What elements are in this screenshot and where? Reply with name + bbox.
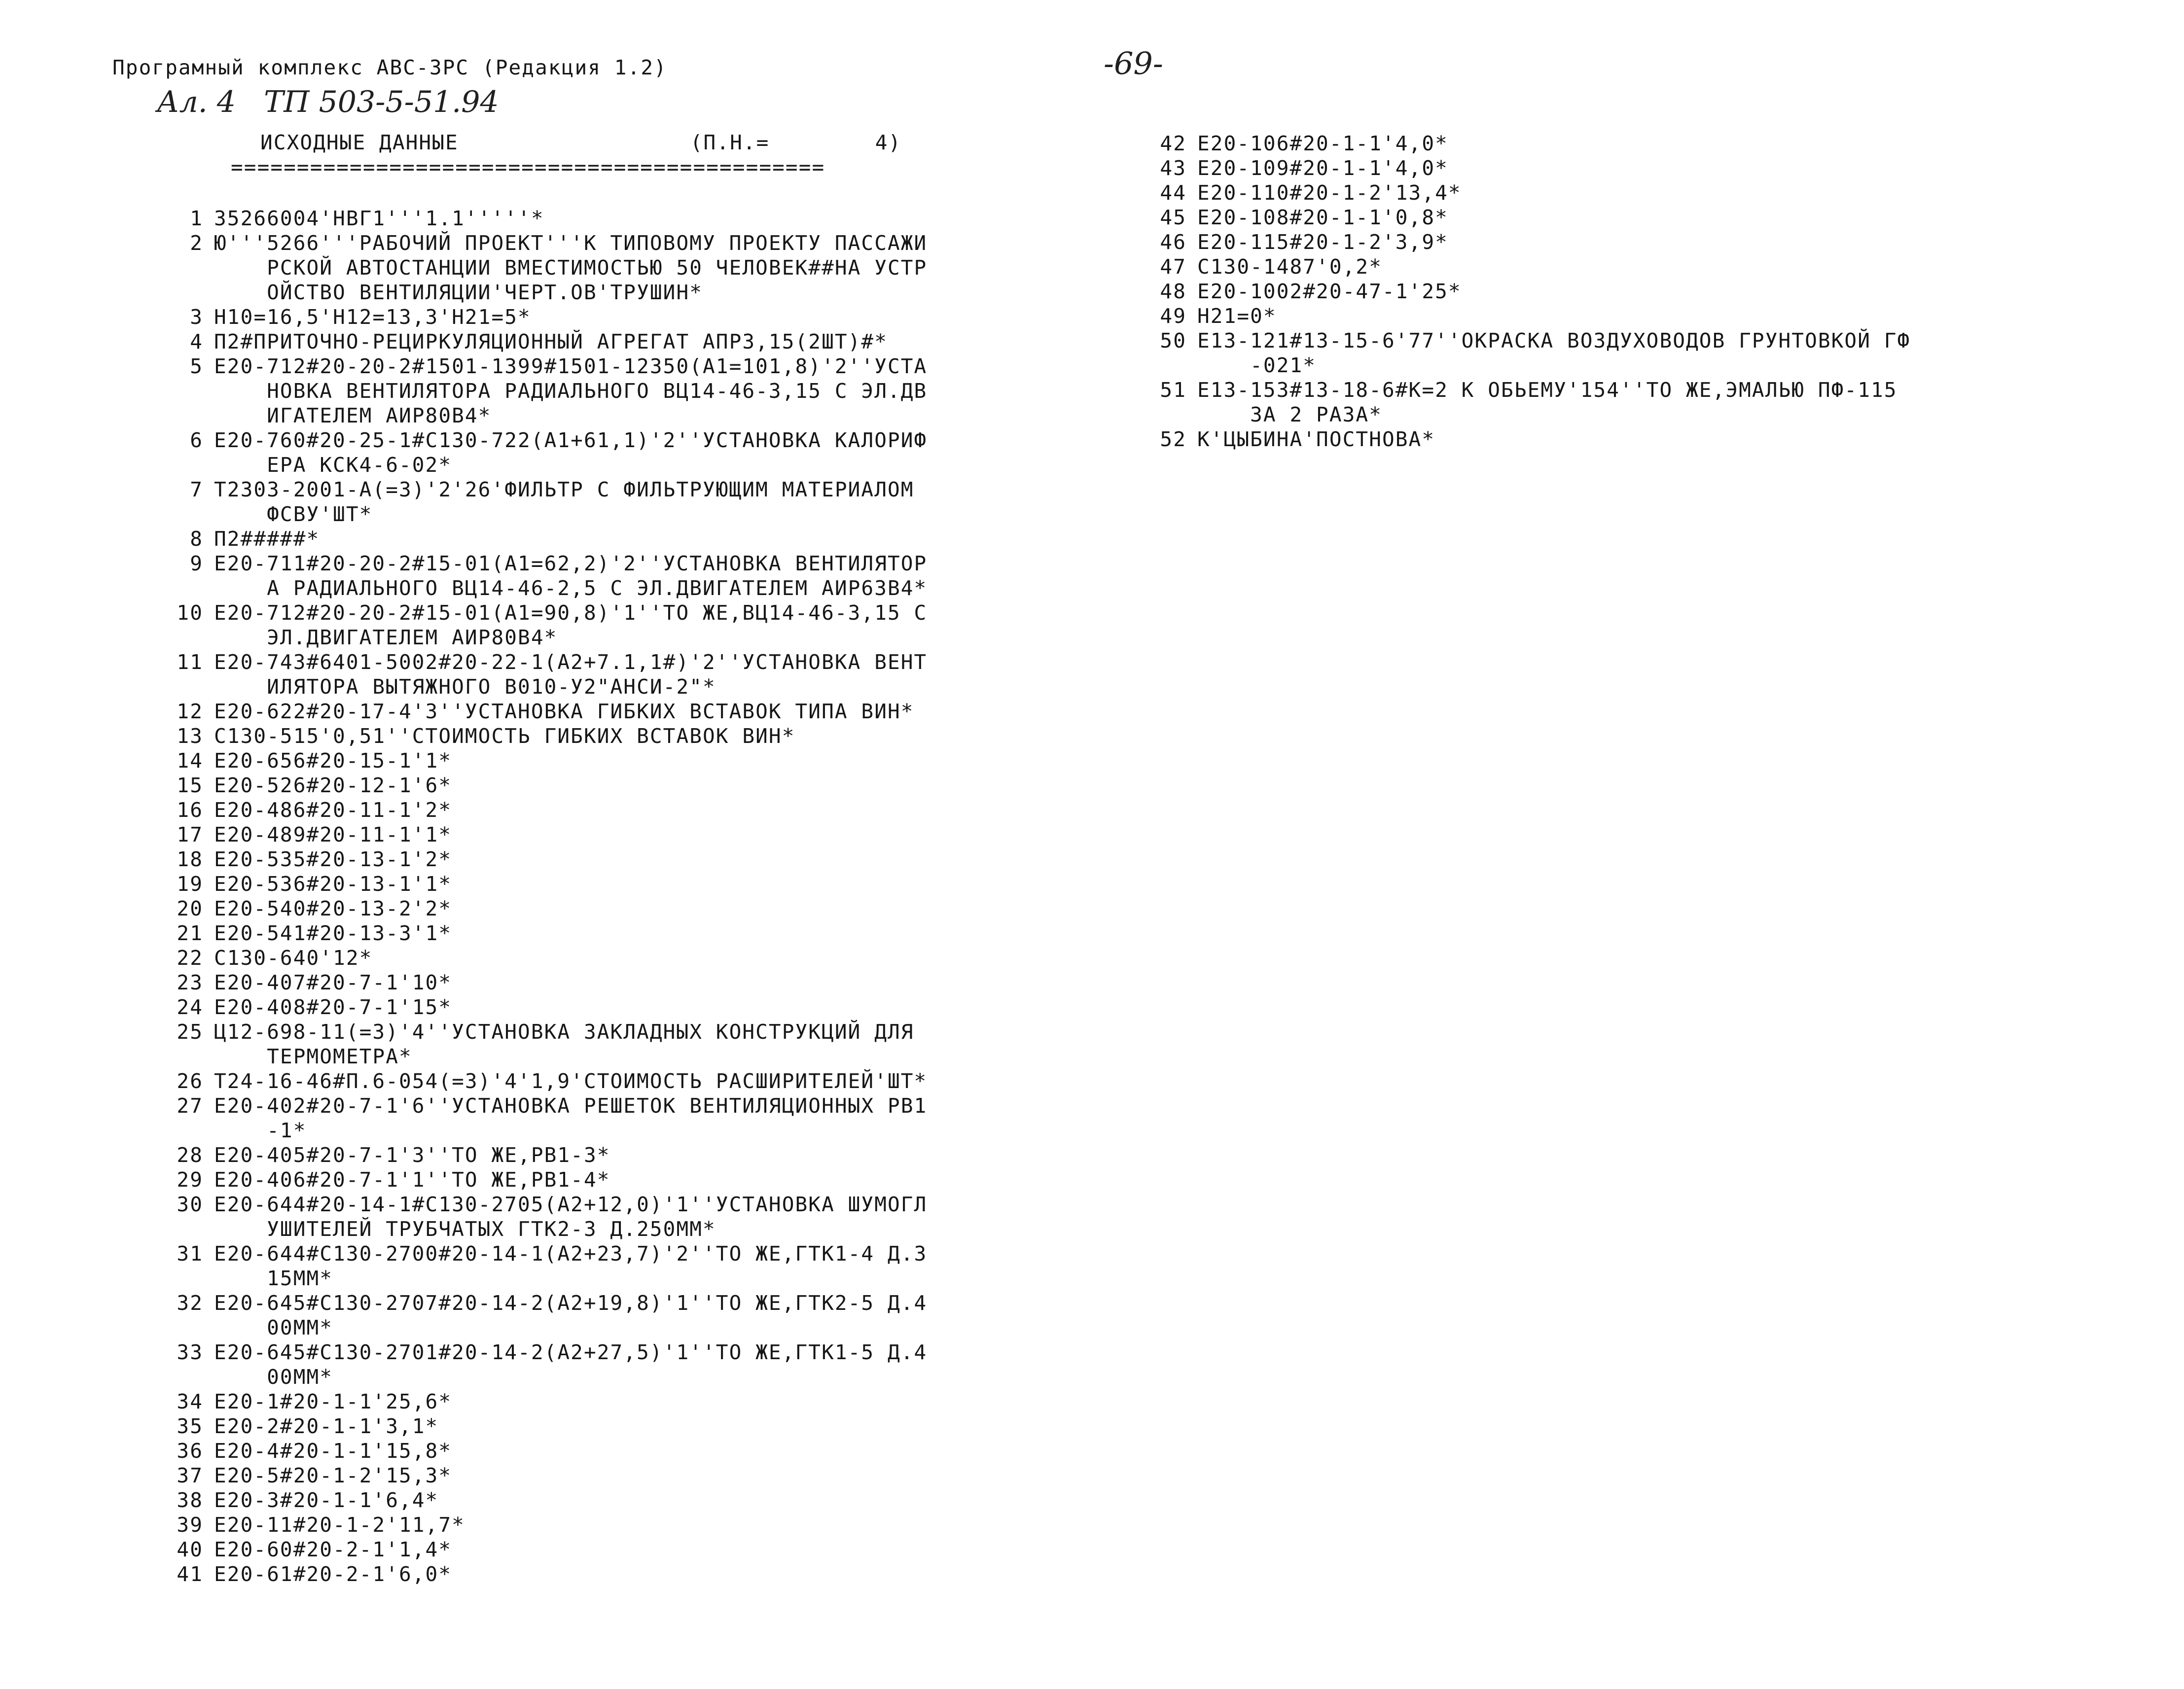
entry-row bbox=[1129, 279, 2006, 304]
document-title: ИСХОДНЫЕ ДАННЫЕ bbox=[260, 131, 459, 154]
entry-row bbox=[146, 1562, 1023, 1586]
entry-text: С130-515'0,51''СТОИМОСТЬ ГИБКИХ ВСТАВОК ВИН* bbox=[214, 724, 795, 748]
entry-text: Е20-405#20-7-1'3''ТО ЖЕ,РВ1-3* bbox=[214, 1143, 610, 1167]
entry-text: Е20-535#20-13-1'2* bbox=[214, 847, 452, 871]
entry-text: Е20-106#20-1-1'4,0* bbox=[1197, 132, 1448, 155]
entry-number: 34 bbox=[177, 1390, 203, 1413]
entry-text: Е20-526#20-12-1'6* bbox=[214, 774, 452, 797]
entry-number: 51 bbox=[1160, 378, 1186, 402]
entry-row bbox=[146, 1488, 1023, 1513]
entry-row bbox=[1129, 304, 2006, 328]
entry-number: 14 bbox=[177, 749, 203, 773]
entry-number: 28 bbox=[177, 1143, 203, 1167]
entry-row bbox=[146, 650, 1023, 699]
entry-row bbox=[146, 847, 1023, 872]
entry-text: П2#ПРИТОЧНО-РЕЦИРКУЛЯЦИОННЫЙ АГРЕГАТ АПР3,15(2ШТ)#* bbox=[214, 330, 888, 353]
entry-text: Е20-712#20-20-2#15-01(А1=90,8)'1''ТО ЖЕ,ВЦ14-46-3,15 С ЭЛ.ДВИГАТЕЛЕМ АИР80В4* bbox=[214, 601, 928, 649]
entry-number: 49 bbox=[1160, 304, 1186, 328]
page-number: -69- bbox=[1104, 45, 1163, 81]
entry-row bbox=[146, 1414, 1023, 1439]
entry-row bbox=[1129, 328, 2006, 378]
entry-number: 23 bbox=[177, 971, 203, 994]
entry-number: 3 bbox=[190, 305, 203, 329]
entry-text: С130-1487'0,2* bbox=[1197, 255, 1382, 279]
entries-left-column bbox=[146, 206, 1023, 1586]
entry-row bbox=[146, 822, 1023, 847]
entry-row bbox=[146, 946, 1023, 970]
entry-number: 24 bbox=[177, 995, 203, 1019]
entry-row bbox=[1129, 378, 2006, 427]
entry-row bbox=[146, 1340, 1023, 1389]
entry-text: Е20-1#20-1-1'25,6* bbox=[214, 1390, 452, 1413]
entry-number: 30 bbox=[177, 1193, 203, 1216]
entry-text: Е20-406#20-7-1'1''ТО ЖЕ,РВ1-4* bbox=[214, 1168, 610, 1192]
entry-number: 41 bbox=[177, 1562, 203, 1586]
entry-number: 6 bbox=[190, 428, 203, 452]
entry-text: Е20-489#20-11-1'1* bbox=[214, 823, 452, 846]
entry-number: 27 bbox=[177, 1094, 203, 1118]
entry-row bbox=[1129, 156, 2006, 180]
sheet-mark: Ал. 4 ТП 503-5-51.94 bbox=[157, 85, 499, 119]
entry-text: Е20-540#20-13-2'2* bbox=[214, 897, 452, 920]
entry-row bbox=[146, 231, 1023, 305]
entry-row bbox=[146, 1093, 1023, 1143]
entry-number: 39 bbox=[177, 1513, 203, 1537]
entry-text: Е20-712#20-20-2#1501-1399#1501-12350(А1=101,8)'2''УСТА НОВКА ВЕНТИЛЯТОРА РАДИАЛЬНОГО ВЦ14-46-3,15 С ЭЛ.ДВ ИГАТЕЛЕМ АИР80В4* bbox=[214, 354, 928, 427]
entry-number: 46 bbox=[1160, 230, 1186, 254]
entry-number: 37 bbox=[177, 1464, 203, 1487]
entry-number: 31 bbox=[177, 1242, 203, 1266]
page-reference: (П.Н.= 4) bbox=[690, 131, 902, 154]
entry-text: Т2303-2001-А(=3)'2'26'ФИЛЬТР С ФИЛЬТРУЮЩИМ МАТЕРИАЛОМ ФСВУ'ШТ* bbox=[214, 478, 914, 526]
entry-row bbox=[146, 1241, 1023, 1291]
entry-row bbox=[146, 600, 1023, 650]
entry-text: Е20-760#20-25-1#С130-722(А1+61,1)'2''УСТАНОВКА КАЛОРИФ ЕРА КСК4-6-02* bbox=[214, 428, 928, 477]
entry-text: Е20-536#20-13-1'1* bbox=[214, 872, 452, 896]
program-header: Програмный комплекс АВС-3РС (Редакция 1.2) bbox=[112, 56, 667, 79]
entry-number: 16 bbox=[177, 798, 203, 822]
entry-number: 11 bbox=[177, 650, 203, 674]
entry-row bbox=[146, 1167, 1023, 1192]
entry-text: Е20-541#20-13-3'1* bbox=[214, 921, 452, 945]
entry-text: Н10=16,5'Н12=13,3'Н21=5* bbox=[214, 305, 531, 329]
entry-row bbox=[146, 896, 1023, 921]
entry-row bbox=[146, 1389, 1023, 1414]
entry-row bbox=[1129, 205, 2006, 230]
entry-number: 13 bbox=[177, 724, 203, 748]
entry-number: 50 bbox=[1160, 329, 1186, 352]
entry-text: С130-640'12* bbox=[214, 946, 373, 970]
entry-number: 47 bbox=[1160, 255, 1186, 279]
entry-text: Е20-1002#20-47-1'25* bbox=[1197, 280, 1462, 303]
entry-row bbox=[146, 527, 1023, 551]
entry-row bbox=[146, 1020, 1023, 1069]
entry-row bbox=[146, 1537, 1023, 1562]
entry-number: 22 bbox=[177, 946, 203, 970]
entry-number: 20 bbox=[177, 897, 203, 920]
entry-number: 38 bbox=[177, 1488, 203, 1512]
entry-number: 26 bbox=[177, 1069, 203, 1093]
entry-text: Е20-622#20-17-4'3''УСТАНОВКА ГИБКИХ ВСТАВОК ТИПА ВИН* bbox=[214, 700, 914, 723]
entries-right-column bbox=[1129, 131, 2006, 452]
entry-number: 40 bbox=[177, 1538, 203, 1561]
entry-text: Е13-121#13-15-6'77''ОКРАСКА ВОЗДУХОВОДОВ ГРУНТОВКОЙ ГФ -021* bbox=[1197, 329, 1911, 377]
entry-row bbox=[146, 551, 1023, 600]
entry-number: 17 bbox=[177, 823, 203, 846]
entry-row bbox=[1129, 131, 2006, 156]
entry-text: Е20-402#20-7-1'6''УСТАНОВКА РЕШЕТОК ВЕНТИЛЯЦИОННЫХ РВ1 -1* bbox=[214, 1094, 928, 1142]
entry-text: Ц12-698-11(=3)'4''УСТАНОВКА ЗАКЛАДНЫХ КОНСТРУКЦИЙ ДЛЯ ТЕРМОМЕТРА* bbox=[214, 1020, 914, 1068]
entry-row bbox=[1129, 427, 2006, 452]
entry-text: К'ЦЫБИНА'ПОСТНОВА* bbox=[1197, 427, 1435, 451]
entry-text: Е20-61#20-2-1'6,0* bbox=[214, 1562, 452, 1586]
entry-text: Е20-4#20-1-1'15,8* bbox=[214, 1439, 452, 1463]
entry-text: Е20-656#20-15-1'1* bbox=[214, 749, 452, 773]
entry-row bbox=[146, 921, 1023, 946]
entry-row bbox=[1129, 180, 2006, 205]
entry-text: Е20-110#20-1-2'13,4* bbox=[1197, 181, 1462, 205]
entry-text: Е20-644#С130-2700#20-14-1(А2+23,7)'2''ТО ЖЕ,ГТК1-4 Д.3 15ММ* bbox=[214, 1242, 928, 1290]
entry-number: 36 bbox=[177, 1439, 203, 1463]
entry-text: Ю'''5266'''РАБОЧИЙ ПРОЕКТ'''К ТИПОВОМУ ПРОЕКТУ ПАССАЖИ РСКОЙ АВТОСТАНЦИИ ВМЕСТИМОСТЬЮ 50 ЧЕЛОВЕК##НА УСТР ОЙСТВО ВЕНТИЛЯЦИИ'ЧЕРТ.ОВ'ТРУШИН* bbox=[214, 231, 928, 304]
entry-number: 35 bbox=[177, 1414, 203, 1438]
entry-text: Е20-11#20-1-2'11,7* bbox=[214, 1513, 465, 1537]
entry-number: 10 bbox=[177, 601, 203, 625]
entry-row bbox=[146, 1439, 1023, 1463]
entry-number: 21 bbox=[177, 921, 203, 945]
entry-text: Е20-5#20-1-2'15,3* bbox=[214, 1464, 452, 1487]
entry-text: Е20-645#С130-2701#20-14-2(А2+27,5)'1''ТО ЖЕ,ГТК1-5 Д.4 00ММ* bbox=[214, 1340, 928, 1389]
entry-row bbox=[146, 428, 1023, 477]
entry-text: Е20-2#20-1-1'3,1* bbox=[214, 1414, 439, 1438]
entry-text: Е20-711#20-20-2#15-01(А1=62,2)'2''УСТАНОВКА ВЕНТИЛЯТОР А РАДИАЛЬНОГО ВЦ14-46-2,5 С ЭЛ.ДВИГАТЕЛЕМ АИР63В4* bbox=[214, 552, 928, 600]
entry-text: Е20-407#20-7-1'10* bbox=[214, 971, 452, 994]
entry-number: 45 bbox=[1160, 206, 1186, 229]
entry-row bbox=[146, 773, 1023, 798]
entry-row bbox=[1129, 230, 2006, 254]
entry-number: 48 bbox=[1160, 280, 1186, 303]
entry-row bbox=[146, 699, 1023, 724]
entry-number: 15 bbox=[177, 774, 203, 797]
entry-row bbox=[146, 1291, 1023, 1340]
entry-text: Н21=0* bbox=[1197, 304, 1277, 328]
entry-row bbox=[146, 1143, 1023, 1167]
entry-row bbox=[146, 1069, 1023, 1093]
entry-row bbox=[146, 872, 1023, 896]
entry-text: Е13-153#13-18-6#К=2 К ОБЬЕМУ'154''ТО ЖЕ,ЭМАЛЬЮ ПФ-115 ЗА 2 РАЗА* bbox=[1197, 378, 1898, 426]
entry-number: 4 bbox=[190, 330, 203, 353]
entry-number: 7 bbox=[190, 478, 203, 501]
entry-number: 18 bbox=[177, 847, 203, 871]
entry-text: Т24-16-46#П.6-054(=3)'4'1,9'СТОИМОСТЬ РАСШИРИТЕЛЕЙ'ШТ* bbox=[214, 1069, 928, 1093]
entry-text: П2#####* bbox=[214, 527, 320, 551]
entry-text: Е20-115#20-1-2'3,9* bbox=[1197, 230, 1448, 254]
entry-text: Е20-743#6401-5002#20-22-1(А2+7.1,1#)'2''УСТАНОВКА ВЕНТ ИЛЯТОРА ВЫТЯЖНОГО В010-У2"АНСИ-2"* bbox=[214, 650, 928, 699]
entry-text: Е20-109#20-1-1'4,0* bbox=[1197, 156, 1448, 180]
entry-number: 25 bbox=[177, 1020, 203, 1044]
entry-row bbox=[146, 1192, 1023, 1241]
entry-text: Е20-644#20-14-1#С130-2705(А2+12,0)'1''УСТАНОВКА ШУМОГЛ УШИТЕЛЕЙ ТРУБЧАТЫХ ГТК2-3 Д.250ММ* bbox=[214, 1193, 928, 1241]
entry-number: 29 bbox=[177, 1168, 203, 1192]
entry-number: 44 bbox=[1160, 181, 1186, 205]
entry-row bbox=[146, 354, 1023, 428]
entry-row bbox=[146, 798, 1023, 822]
entry-number: 43 bbox=[1160, 156, 1186, 180]
entry-row bbox=[146, 329, 1023, 354]
entry-row bbox=[146, 970, 1023, 995]
entry-number: 42 bbox=[1160, 132, 1186, 155]
entry-number: 2 bbox=[190, 231, 203, 255]
header-separator: ============================================= bbox=[231, 155, 825, 179]
entry-number: 12 bbox=[177, 700, 203, 723]
entry-number: 1 bbox=[190, 207, 203, 230]
entry-row bbox=[146, 477, 1023, 527]
entry-number: 5 bbox=[190, 354, 203, 378]
entry-row bbox=[146, 724, 1023, 748]
entry-row bbox=[146, 206, 1023, 231]
entry-number: 32 bbox=[177, 1291, 203, 1315]
entry-number: 19 bbox=[177, 872, 203, 896]
entry-row bbox=[146, 305, 1023, 329]
entry-row bbox=[146, 748, 1023, 773]
entry-text: Е20-60#20-2-1'1,4* bbox=[214, 1538, 452, 1561]
entry-row bbox=[146, 1513, 1023, 1537]
entry-text: Е20-3#20-1-1'6,4* bbox=[214, 1488, 439, 1512]
entry-text: Е20-645#С130-2707#20-14-2(А2+19,8)'1''ТО ЖЕ,ГТК2-5 Д.4 00ММ* bbox=[214, 1291, 928, 1339]
entry-row bbox=[1129, 254, 2006, 279]
entry-row bbox=[146, 995, 1023, 1020]
entry-text: Е20-108#20-1-1'0,8* bbox=[1197, 206, 1448, 229]
entry-number: 8 bbox=[190, 527, 203, 551]
entry-number: 33 bbox=[177, 1340, 203, 1364]
document-header bbox=[260, 130, 901, 155]
entry-row bbox=[146, 1463, 1023, 1488]
entry-text: 35266004'НВГ1'''1.1'''''* bbox=[214, 207, 544, 230]
entry-text: Е20-486#20-11-1'2* bbox=[214, 798, 452, 822]
entry-number: 9 bbox=[190, 552, 203, 575]
entry-text: Е20-408#20-7-1'15* bbox=[214, 995, 452, 1019]
entry-number: 52 bbox=[1160, 427, 1186, 451]
